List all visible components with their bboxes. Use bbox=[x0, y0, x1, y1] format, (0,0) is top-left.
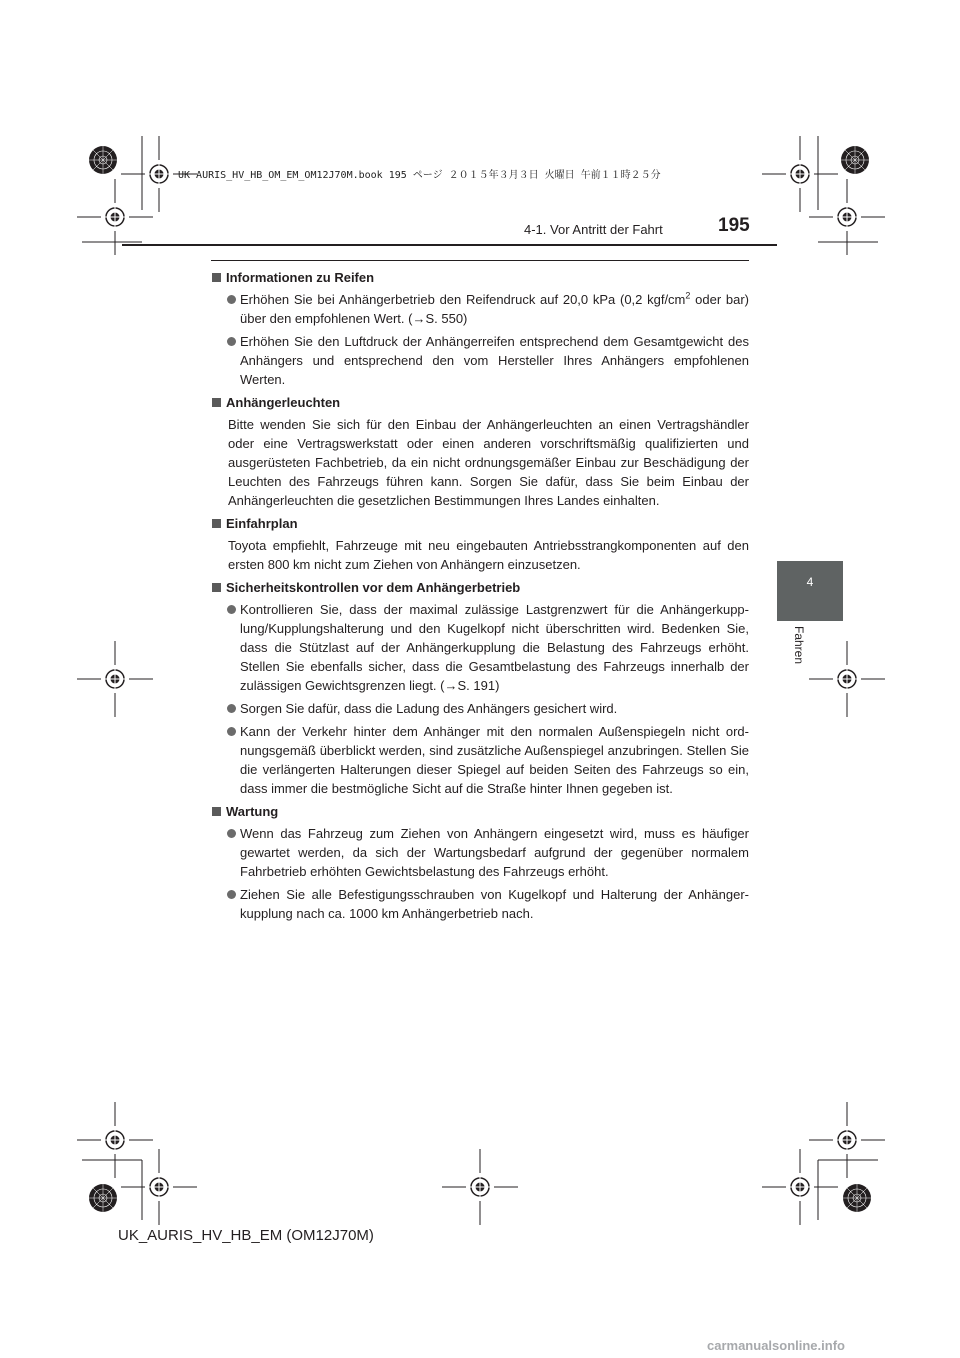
section-heading: Wartung bbox=[211, 802, 749, 821]
circle-bullet-icon bbox=[227, 727, 236, 736]
chapter-tab[interactable] bbox=[777, 561, 843, 621]
color-target-icon bbox=[841, 146, 869, 174]
paragraph: Toyota empfiehlt, Fahrzeuge mit neu eingebauten Antriebsstrangkomponenten auf den ersten 800 km nicht zum Ziehen von Anhängern einzusetzen. bbox=[228, 538, 749, 572]
registration-mark-icon bbox=[442, 1149, 518, 1225]
circle-bullet-icon bbox=[227, 704, 236, 713]
list-item: Erhöhen Sie bei Anhängerbetrieb den Reifendruck auf 20,0 kPa (0,2 kgf/$cm^2$ oder bar) über den empfohlenen Wert. (→S. 550) bbox=[211, 290, 749, 328]
section-tyres bbox=[211, 268, 749, 389]
color-target-icon bbox=[843, 1184, 871, 1212]
registration-mark-icon bbox=[77, 641, 153, 717]
chapter-number: 4 bbox=[806, 575, 814, 589]
registration-mark-icon bbox=[809, 641, 885, 717]
circle-bullet-icon bbox=[227, 829, 236, 838]
list-item: Erhöhen Sie den Luftdruck der Anhängerreifen entsprechend dem Gesamtgewicht des Anhängers und entsprechend den vom Hersteller Ihres Anhängers empfohlenen Werten. bbox=[211, 332, 749, 389]
content-divider bbox=[211, 260, 749, 261]
circle-bullet-icon bbox=[227, 890, 236, 899]
header-divider bbox=[122, 244, 777, 246]
main-content bbox=[211, 268, 749, 927]
section-heading: Informationen zu Reifen bbox=[211, 268, 749, 287]
square-bullet-icon bbox=[212, 273, 221, 282]
watermark[interactable]: carmanualsonline.info bbox=[707, 1338, 845, 1353]
paragraph: Bitte wenden Sie sich für den Einbau der Anhängerleuchten an einen Vertragshändler oder eine Vertragswerkstatt oder einen anderen vorschriftsmäßig qualifizierten und ausgerüsteten Fachbetrieb, da ein nicht ordnungsgemäßer Einbau zur Beschädigung der Leuchten des Fahrzeugs führen kann. Sorgen Sie dafür, dass Sie beim Einbau der Anhängerleuchten die gesetzlichen Bestimmungen Ihres Landes einhalten. bbox=[228, 417, 749, 508]
section-break-in bbox=[211, 514, 749, 574]
list-item: Ziehen Sie alle Befestigungsschrauben von Kugelkopf und Halterung der Anhänger-kupplung nach ca. 1000 km Anhängerbetrieb nach. bbox=[211, 885, 749, 923]
registration-mark-icon bbox=[809, 179, 885, 255]
circle-bullet-icon bbox=[227, 295, 236, 304]
chapter-label: Fahren bbox=[792, 626, 806, 665]
section-heading: Sicherheitskontrollen vor dem Anhängerbetrieb bbox=[211, 578, 749, 597]
list-item: Kontrollieren Sie, dass der maximal zulässige Lastgrenzwert für die Anhängerkupp-lung/Kupplungshalterung und den Kugelkopf nicht überschritten wird. Bedenken Sie, dass die Stützlast auf der Anhängerkupplung die Belastung des Fahrzeugs erhöht. Stellen Sie ebenfalls sicher, dass die Gesamtbelastung des Fahrzeugs innerhalb der zulässigen Gewichtsgrenzen liegt. (→S. 191) bbox=[211, 600, 749, 695]
circle-bullet-icon bbox=[227, 605, 236, 614]
color-target-icon bbox=[89, 1184, 117, 1212]
section-heading: Anhängerleuchten bbox=[211, 393, 749, 412]
list-item: Wenn das Fahrzeug zum Ziehen von Anhängern eingesetzt wird, muss es häufiger gewartet werden, da sich der Wartungsbedarf aufgrund der gegenüber normalem Fahrbetrieb erhöhten Gewichtsbelastung des Fahrzeugs erhöht. bbox=[211, 824, 749, 881]
footer-doc-code: UK_AURIS_HV_HB_EM (OM12J70M) bbox=[118, 1227, 374, 1244]
circle-bullet-icon bbox=[227, 337, 236, 346]
page-number: 195 bbox=[718, 215, 750, 236]
square-bullet-icon bbox=[212, 583, 221, 592]
section-maintenance bbox=[211, 802, 749, 923]
section-heading: Einfahrplan bbox=[211, 514, 749, 533]
registration-mark-icon bbox=[809, 1102, 885, 1178]
list-item: Sorgen Sie dafür, dass die Ladung des Anhängers gesichert wird. bbox=[211, 699, 749, 718]
color-target-icon bbox=[89, 146, 117, 174]
registration-mark-icon bbox=[762, 136, 838, 212]
square-bullet-icon bbox=[212, 807, 221, 816]
square-bullet-icon bbox=[212, 519, 221, 528]
list-item: Kann der Verkehr hinter dem Anhänger mit den normalen Außenspiegeln nicht ord-nungsgemäß überblickt werden, sind zusätzliche Außenspiegel anzubringen. Stellen Sie die verlängerten Halterungen dieser Spiegel auf beiden Seiten des Fahrzeugs so ein, dass immer die bestmögliche Sicht auf die Straße hinter Ihnen gegeben ist. bbox=[211, 722, 749, 798]
section-safety-checks bbox=[211, 578, 749, 798]
square-bullet-icon bbox=[212, 398, 221, 407]
print-info: UK AURIS_HV_HB_OM_EM_OM12J70M.book 195 ページ ２０１５年３月３日 火曜日 午前１１時２５分 bbox=[178, 170, 661, 181]
section-title: 4-1. Vor Antritt der Fahrt bbox=[524, 222, 663, 237]
section-trailer-lights bbox=[211, 393, 749, 510]
